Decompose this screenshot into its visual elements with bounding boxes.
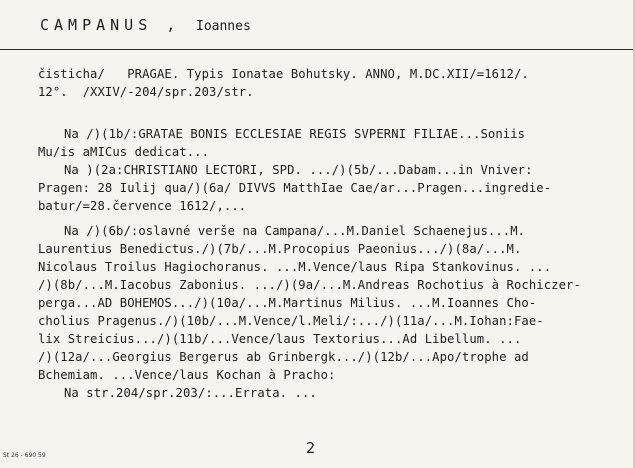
text-line: Na /)(6b/:oslavné verše na Campana/...M.Daniel Schaenejus...M. <box>64 224 526 238</box>
text-line: Pragen: 28 Iulij qua/)(6a/ DIVVS MatthIae Cae/ar...Pragen...ingredie- <box>38 181 552 195</box>
page-number: 2 <box>306 439 316 457</box>
text-line: batur/=28.července 1612/,... <box>38 199 247 213</box>
text-line: cholius Pragenus./)(10b/...M.Vence/l.Meli/:.../)(11a/...M.Iohan:Fae- <box>38 314 544 328</box>
card-print-code: St 26 - 690 59 <box>3 452 46 459</box>
text-line: lix Streicius.../)(11b/...Vence/laus Textorius...Ad Libellum. ... <box>38 332 522 346</box>
text-line: Nicolaus Troilus Hagiochoranus. ...M.Vence/laus Ripa Stankovinus. ... <box>38 260 552 274</box>
text-line: Na /)(1b/:GRATAE BONIS ECCLESIAE REGIS SVPERNI FILIAE...Soniis <box>64 127 526 141</box>
text-line: čisticha/ PRAGAE. Typis Ionatae Bohutsky. ANNO, M.DC.XII/=1612/. <box>38 67 529 81</box>
author-first-name: Ioannes <box>196 19 251 34</box>
text-line: perga...AD BOHEMOS.../)(10a/...M.Martinus Milius. ...M.Ioannes Cho- <box>38 296 537 310</box>
text-line: /)(12a/...Georgius Bergerus ab Grinbergk.../)(12b/...Apo/trophe ad <box>38 350 529 364</box>
text-line: Na )(2a:CHRISTIANO LECTORI, SPD. .../)(5b/...Dabam...in Vniver: <box>64 163 533 177</box>
text-line: Bchemiam. ...Vence/laus Kochan à Pracho: <box>38 368 336 382</box>
author-surname: CAMPANUS , <box>40 16 181 34</box>
text-line: Mu/is aMICus dedicat... <box>38 145 210 159</box>
text-line: Na str.204/spr.203/:...Errata. ... <box>64 386 317 400</box>
text-line: 12°. /XXIV/-204/spr.203/str. <box>38 85 254 99</box>
text-line: Laurentius Benedictus./)(7b/...M.Procopius Paeonius.../)(8a/...M. <box>38 242 522 256</box>
text-line: /)(8b/...M.Iacobus Zabonius. .../)(9a/...M.Andreas Rochotius à Rochiczer- <box>38 278 581 292</box>
